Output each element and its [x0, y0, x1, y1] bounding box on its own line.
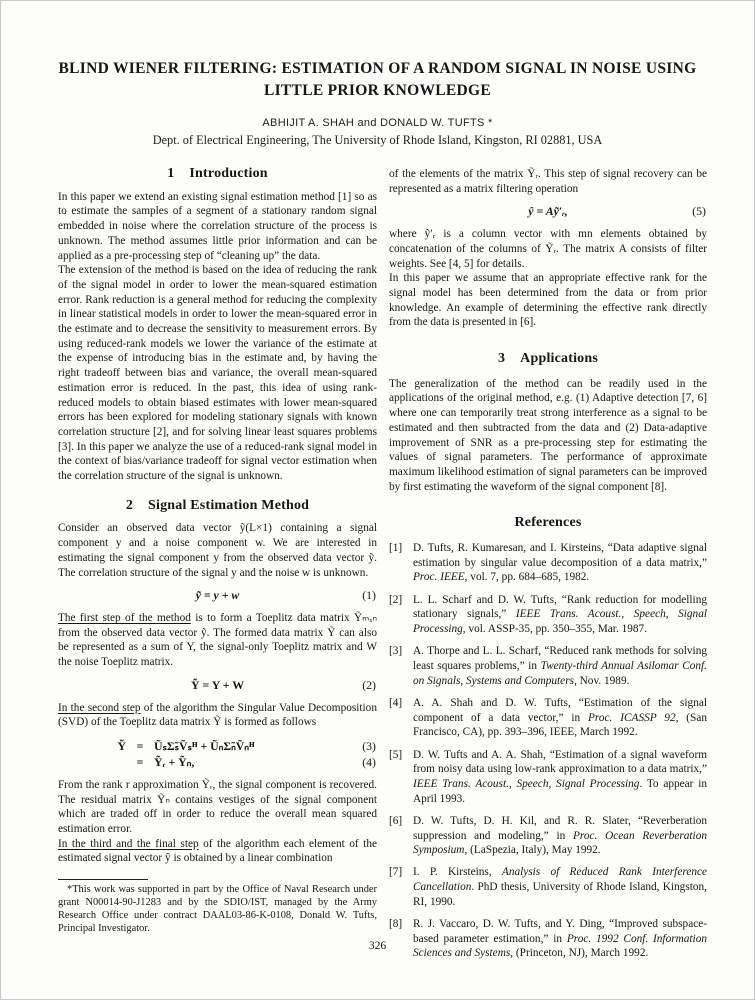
reference-item-1: [389, 541, 707, 585]
reference-venue: IEEE Trans. Acoust., Speech, Signal Processing: [413, 608, 707, 636]
equation-body: Ỹ = Y + W: [191, 677, 244, 692]
intro-paragraph-2: The extension of the method is based on the idea of reducing the rank of the signal model in order to lower the mean-squared estimation error. Rank reduction is a general method for reducing the complexity in linear statistical models in order to lower the mean-squared error in the estimate and to decrease the sensitivity to measurement errors. By using reduced-rank models we lower the variance of the estimate at the expense of introducing bias in the estimate and, by having the right tradeoff between bias and variance, the overall mean-squared estimation error is reduced. In the past, this idea of using rank-reduced models to obtain biased estimates with lower mean-squared errors has been explored for modeling stationary signals with known correlation structure [2], and for solving linear least squares problems [3]. In this paper we analyze the use of a reduced-rank signal model in the context of bias/variance tradeoff for signal vector estimation when the correlation structure of the signal is unknown.: [58, 264, 377, 483]
equation-number: (1): [362, 588, 376, 603]
equation-2: [58, 678, 377, 693]
reference-venue: Twenty-third Annual Asilomar Conf. on Signals, Systems and Computers: [413, 659, 707, 687]
reference-item-4: [389, 696, 707, 740]
reference-label: [6]: [389, 814, 403, 827]
reference-post: . PhD thesis, University of Rhode Island, Kingston, RI, 1990.: [413, 881, 707, 908]
paragraph-text: of the algorithm each element of the estimated signal vector ŷ is obtained by a linear combination: [58, 837, 377, 865]
reference-item-5: [389, 748, 707, 807]
reference-pre: L. L. Scharf and D. W. Tufts, “Rank reduction for modelling stationary signals,”: [413, 593, 707, 621]
right-column: [389, 167, 707, 969]
underlined-phrase: In the third and the final step: [58, 837, 199, 850]
reference-item-6: [389, 814, 707, 858]
method-paragraph-4: From the rank r approximation Ỹᵣ, the signal component is recovered. The residual matrix Ỹₙ contains vestiges of the signal component which are traded off in order to reduce the overall mean squared estimation error.: [58, 778, 377, 836]
section-heading-applications: [389, 352, 707, 367]
reference-text: [413, 644, 707, 688]
equals-sign: =: [136, 738, 144, 753]
reference-post: , Nov. 1989.: [573, 674, 630, 687]
reference-venue: Proc. Ocean Reverberation Symposium: [413, 829, 707, 857]
reference-pre: A. A. Shah and D. W. Tufts, “Estimation of the signal component of a data vector,” in: [413, 696, 707, 724]
section-heading-method: [58, 499, 377, 514]
reference-venue: Proc. 1992 Conf. Information Sciences and Systems: [413, 932, 707, 960]
footnote-text: *This work was supported in part by the Office of Naval Research under grant N00014-90-J1283 and by the SDIO/IST, managed by the Army Research Office under contract DAAL03-86-K-0108, Donald W. Tufts, Principal Investigator.: [58, 884, 377, 934]
reference-text: [413, 865, 707, 909]
reference-item-7: [389, 865, 707, 909]
section-title: Introduction: [189, 166, 268, 181]
reference-label: [5]: [389, 748, 403, 761]
reference-item-2: [389, 593, 707, 637]
reference-post: , (Princeton, NJ), March 1992.: [510, 947, 649, 960]
paper-title: [1, 58, 754, 102]
reference-text: [413, 541, 707, 585]
reference-label: [4]: [389, 696, 403, 709]
reference-venue: Proc. IEEE: [413, 571, 465, 584]
intro-paragraph-1: In this paper we extend an existing signal estimation method [1] so as to estimate the samples of a segment of a stationary random signal embedded in noise where the correlation structure of the process is unknown. The method assumes little prior information and can be applied as a pre-processing step of “cleaning up” the data.: [58, 190, 377, 262]
reference-text: [413, 814, 707, 858]
equation-body: Ỹᵣ + Ỹₙ,: [154, 754, 195, 769]
reference-label: [1]: [389, 542, 403, 555]
method-paragraph-5: [58, 837, 377, 866]
footnote-rule: [58, 879, 148, 880]
equation-lhs: Ỹ: [117, 738, 126, 753]
paragraph-text: of the algorithm the Singular Value Decomposition (SVD) of the Toeplitz data matrix Ỹ is formed as follows: [58, 701, 377, 729]
section-number: 1: [167, 166, 175, 181]
reference-venue: Proc. ICASSP 92: [588, 711, 676, 724]
reference-pre: R. J. Vaccaro, D. W. Tufts, and Y. Ding, “Improved subspace-based parameter estimation,” in: [413, 918, 707, 945]
reference-pre: I. P. Kirsteins,: [413, 866, 502, 879]
reference-pre: D. W. Tufts, D. H. Kil, and R. R. Slater, “Reverberation suppression and modeling,” in: [413, 814, 707, 842]
equals-sign: =: [136, 754, 144, 769]
affiliation-line: Dept. of Electrical Engineering, The University of Rhode Island, Kingston, RI 02881, USA: [152, 133, 603, 147]
reference-item-3: [389, 644, 707, 688]
left-column: [58, 167, 377, 935]
paper-title-line-1: BLIND WIENER FILTERING: ESTIMATION OF A RANDOM SIGNAL IN NOISE USING: [58, 60, 697, 77]
equation-5: [389, 204, 707, 219]
reference-post: . To appear in April 1993.: [413, 777, 707, 805]
paper-title-line-2: LITTLE PRIOR KNOWLEDGE: [263, 82, 492, 99]
reference-label: [2]: [389, 593, 403, 606]
reference-text: [413, 748, 707, 807]
equation-number: (3): [362, 738, 376, 753]
method-cont-paragraph-2: where ỹ′ᵣ is a column vector with mn elements obtained by concatenation of the columns of Ỹᵣ. The matrix A consists of filter weights. See [4, 5] for details.: [389, 228, 707, 270]
reference-pre: D. Tufts, R. Kumaresan, and I. Kirsteins, “Data adaptive signal estimation by singular value decomposition of a data matrix,”: [413, 542, 707, 569]
method-paragraph-1: Consider an observed data vector ỹ(L×1) containing a signal component y and a noise component w. We are interested in estimating the signal component y from the observed data vector ỹ. The correlation structure of the signal y and the noise w is unknown.: [58, 522, 377, 579]
reference-post: , vol. 7, pp. 684–685, 1982.: [464, 571, 590, 584]
method-cont-paragraph-1: of the elements of the matrix Ỹᵣ. This step of signal recovery can be represented as a matrix filtering operation: [389, 168, 707, 195]
reference-label: [8]: [389, 918, 403, 931]
equation-number: (4): [362, 754, 376, 769]
reference-label: [3]: [389, 645, 403, 658]
reference-pre: A. Thorpe and L. L. Scharf, “Reduced rank methods for solving least squares problems,” in: [413, 645, 707, 672]
equation-4: [110, 754, 377, 770]
method-paragraph-3: [58, 701, 377, 730]
section-title: References: [514, 515, 582, 531]
underlined-phrase: The first step of the method: [58, 611, 191, 624]
references-list: [389, 541, 707, 961]
reference-post: , vol. ASSP-35, pp. 350–355, Mar. 1987.: [462, 623, 648, 636]
reference-label: [7]: [389, 866, 403, 879]
equation-group-3-4: [58, 738, 377, 770]
section-number: 2: [125, 497, 134, 513]
reference-post: , (San Francisco, CA), pp. 393–396, IEEE, March 1992.: [413, 711, 707, 739]
reference-venue: IEEE Trans. Acoust., Speech, Signal Processing: [413, 777, 640, 790]
reference-venue: Analysis of Reduced Rank Interference Cancellation: [413, 866, 708, 894]
method-paragraph-2: [58, 611, 377, 670]
authors-line: ABHIJIT A. SHAH and DONALD W. TUFTS *: [262, 117, 493, 129]
underlined-phrase: In the second step: [58, 701, 141, 714]
section-title: Signal Estimation Method: [148, 497, 310, 513]
applications-paragraph-1: The generalization of the method can be readily used in the applications of the original method, e.g. (1) Adaptive detection [7, 6] where one can temporarily treat strong interference as a signal to be estimated and then subtracted from the data and (2) Data-adaptive improvement of SNR as a pre-processing step for estimating the values of signal parameters. The performance of approximate maximum likelihood estimation of signal parameters can be improved by first estimating the waveform of the signal component [8].: [389, 377, 707, 493]
section-title: Applications: [520, 351, 599, 367]
section-heading-introduction: [58, 167, 377, 182]
footnote: [58, 879, 377, 935]
reference-post: , (LaSpezia, Italy), May 1992.: [464, 844, 601, 857]
section-number: 3: [497, 351, 506, 367]
reference-text: [413, 593, 707, 637]
section-heading-references: [389, 516, 707, 531]
equation-number: (2): [362, 677, 376, 692]
equation-body: ỹ = y + w: [195, 588, 240, 603]
equation-3: [110, 738, 377, 754]
equation-body: ŨₛΣ̃ₛṼₛᴴ + ŨₙΣ̃ₙṼₙᴴ: [154, 738, 255, 753]
reference-pre: D. W. Tufts and A. A. Shah, “Estimation of a signal waveform from noisy data using low-rank approximation to a data matrix,”: [413, 748, 707, 776]
equation-body: ŷ = Aỹ′ᵣ,: [528, 204, 568, 219]
page-number: 326: [368, 940, 387, 952]
reference-text: [413, 696, 707, 740]
paragraph-text: is to form a Toeplitz data matrix Ỹₘₓₙ from the observed data vector ỹ. The formed data matrix Ỹ can also be represented as a sum of Y, the signal-only Toeplitz matrix and W the noise Toeplitz matrix.: [58, 611, 377, 669]
equation-number: (5): [692, 204, 706, 219]
equation-1: [58, 588, 377, 603]
method-cont-paragraph-3: In this paper we assume that an appropriate effective rank for the signal model has been determined from the data or from prior knowledge. An example of determining the effective rank directly from the data is presented in [6].: [389, 272, 707, 329]
